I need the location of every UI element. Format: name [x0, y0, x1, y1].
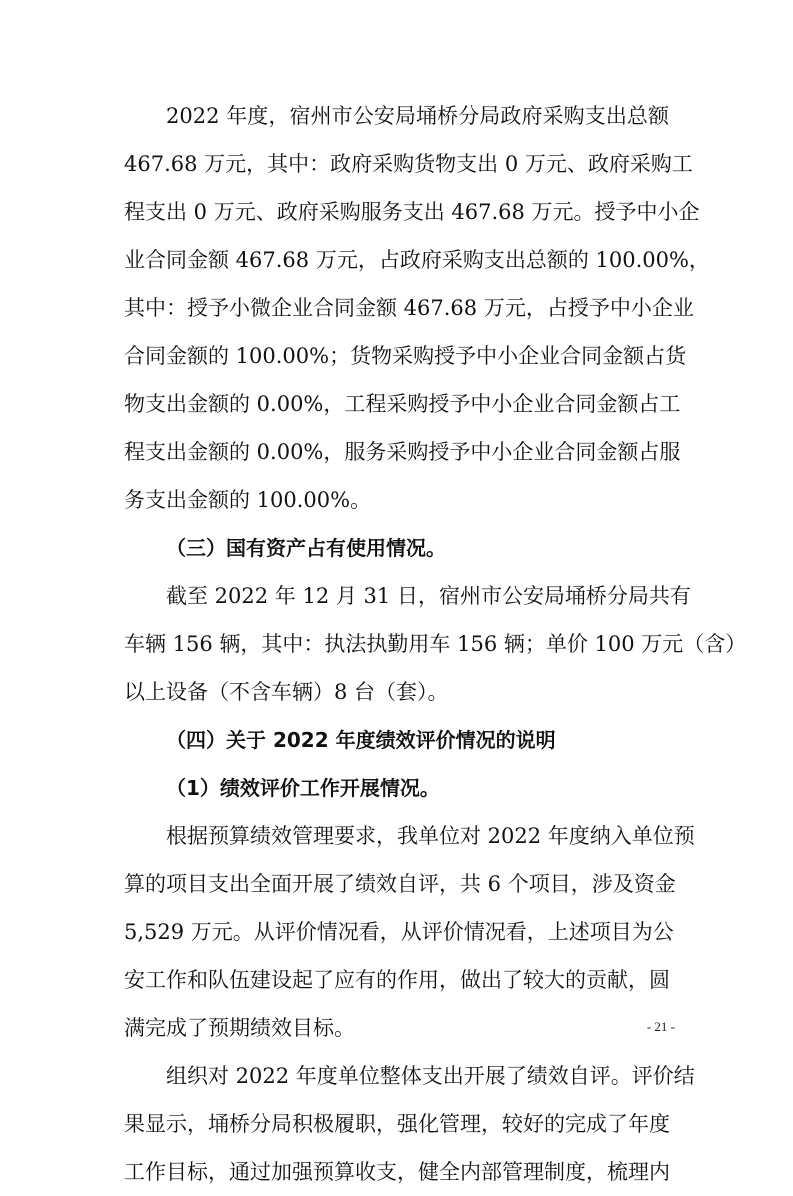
paragraph-line: 务支出金额的 100.00%。 [124, 488, 372, 512]
section-heading-performance: （四）关于 2022 年度绩效评价情况的说明 [166, 728, 556, 752]
paragraph-line: 5,529 万元。从评价情况看，从评价情况看，上述项目为公 [124, 920, 674, 944]
paragraph-line: 2022 年度，宿州市公安局埇桥分局政府采购支出总额 [166, 104, 669, 128]
paragraph-line: 合同金额的 100.00%；货物采购授予中小企业合同金额占货 [124, 344, 687, 368]
document-body [124, 92, 747, 1196]
paragraph-line: 物支出金额的 0.00%，工程采购授予中小企业合同金额占工 [124, 392, 681, 416]
paragraph-line: 截至 2022 年 12 月 31 日，宿州市公安局埇桥分局共有 [166, 584, 691, 608]
paragraph-line: 安工作和队伍建设起了应有的作用，做出了较大的贡献，圆 [124, 968, 670, 992]
paragraph-line: 以上设备（不含车辆）8 台（套）。 [124, 680, 449, 704]
paragraph-line: 车辆 156 辆，其中：执法执勤用车 156 辆；单价 100 万元（含） [124, 632, 747, 656]
section-heading-assets: （三）国有资产占有使用情况。 [166, 536, 446, 560]
paragraph-line: 根据预算绩效管理要求，我单位对 2022 年度纳入单位预 [166, 824, 695, 848]
paragraph-line: 满完成了预期绩效目标。 [124, 1016, 355, 1040]
paragraph-line: 其中：授予小微企业合同金额 467.68 万元，占授予中小企业 [124, 296, 694, 320]
paragraph-line: 业合同金额 467.68 万元，占政府采购支出总额的 100.00%， [124, 248, 710, 272]
paragraph-line: 467.68 万元，其中：政府采购货物支出 0 万元、政府采购工 [124, 152, 693, 176]
paragraph-line: 算的项目支出全面开展了绩效自评，共 6 个项目，涉及资金 [124, 872, 676, 896]
paragraph-line: 果显示，埇桥分局积极履职，强化管理，较好的完成了年度 [124, 1112, 670, 1136]
subsection-heading-evaluation: （1）绩效评价工作开展情况。 [166, 776, 440, 800]
paragraph-line: 程支出金额的 0.00%，服务采购授予中小企业合同金额占服 [124, 440, 681, 464]
paragraph-line: 工作目标，通过加强预算收支，健全内部管理制度，梳理内 [124, 1160, 670, 1184]
paragraph-line: 程支出 0 万元、政府采购服务支出 467.68 万元。授予中小企 [124, 200, 700, 224]
paragraph-line: 组织对 2022 年度单位整体支出开展了绩效自评。评价结 [166, 1064, 695, 1088]
page-number: - 21 - [646, 1019, 675, 1034]
